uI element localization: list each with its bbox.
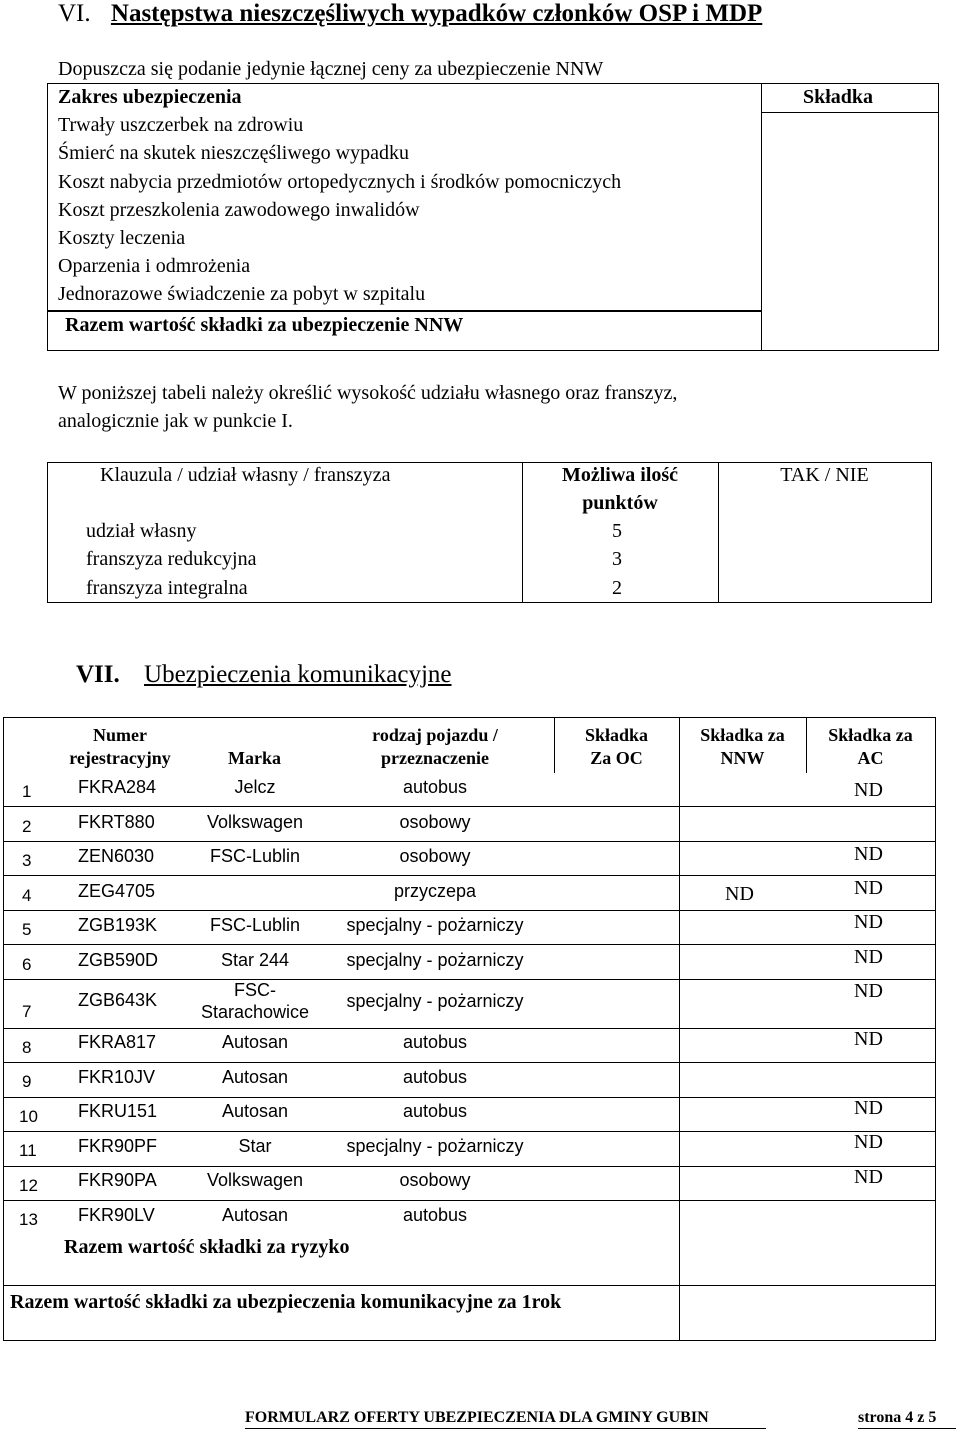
row-number: 9 <box>22 1072 32 1091</box>
reg-number: FKR90LV <box>78 1205 155 1225</box>
scope-row: Trwały uszczerbek na zdrowiu <box>58 114 304 136</box>
brand: FSC- <box>234 980 276 1000</box>
brand: Autosan <box>221 1032 289 1052</box>
row-number: 4 <box>22 886 32 905</box>
nnw-header-2: NNW <box>720 748 765 768</box>
nnw-note: Dopuszcza się podanie jedynie łącznej ceny za ubezpieczenie NNW <box>58 58 604 80</box>
scope-row: Śmierć na skutek nieszczęśliwego wypadku <box>58 142 410 164</box>
clause-row-name: franszyza redukcyjna <box>86 548 257 570</box>
section6-heading <box>58 0 762 28</box>
brand: Jelcz <box>234 777 276 797</box>
oc-header-2: Za OC <box>590 748 643 768</box>
row-number: 7 <box>22 1002 32 1021</box>
vehicle-type: przyczepa <box>393 881 477 901</box>
brand: Autosan <box>221 1101 289 1121</box>
reg-number: FKR90PA <box>78 1170 157 1190</box>
row-number: 11 <box>19 1141 37 1160</box>
ac-value: ND <box>854 843 883 865</box>
yesno-col-header: TAK / NIE <box>780 464 869 486</box>
clause-row-name: udział własny <box>86 520 197 542</box>
reg-header: Numer <box>93 725 147 745</box>
ac-value: ND <box>854 946 883 968</box>
nnw-total-label: Razem wartość składki za ubezpieczenie NNW <box>65 314 464 336</box>
brand: Volkswagen <box>206 812 304 832</box>
row-number: 6 <box>22 955 32 974</box>
scope-row: Jednorazowe świadczenie za pobyt w szpitalu <box>58 283 426 305</box>
reg-number: FKR10JV <box>78 1067 156 1087</box>
risk-total-label: Razem wartość składki za ryzyko <box>64 1236 350 1258</box>
row-number: 5 <box>22 920 32 939</box>
reg-number: ZGB193K <box>78 915 158 935</box>
vehicle-type: osobowy <box>399 1170 471 1190</box>
vehicle-type: specjalny - pożarniczy <box>346 991 524 1011</box>
reg-number: ZEG4705 <box>78 881 156 901</box>
clause-row-points: 3 <box>612 548 622 570</box>
reg-number: FKRU151 <box>78 1101 158 1121</box>
scope-row: Koszt przeszkolenia zawodowego inwalidów <box>58 199 420 221</box>
reg-number: FKR90PF <box>78 1136 158 1156</box>
row-number: 1 <box>22 782 32 801</box>
brand: Autosan <box>221 1205 289 1225</box>
ac-value: ND <box>854 1166 883 1188</box>
scope-row: Koszt nabycia przedmiotów ortopedycznych i środków pomocniczych <box>58 171 622 193</box>
oc-header: Składka <box>584 725 649 745</box>
row-number: 13 <box>19 1210 38 1229</box>
footer-form-title: FORMULARZ OFERTY UBEZPIECZENIA DLA GMINY GUBIN <box>245 1409 709 1426</box>
vehicle-type: specjalny - pożarniczy <box>346 915 524 935</box>
reg-number: FKRA817 <box>78 1032 157 1052</box>
ac-value: ND <box>854 1097 883 1119</box>
vehicle-type: autobus <box>402 1032 468 1052</box>
ac-value: ND <box>854 1131 883 1153</box>
row-number: 3 <box>22 851 32 870</box>
type-header-2: przeznaczenie <box>381 748 489 768</box>
row-number: 2 <box>22 817 32 836</box>
ac-value: ND <box>854 779 883 801</box>
ac-value: ND <box>854 1028 883 1050</box>
brand: Star 244 <box>220 950 290 970</box>
brand: Star <box>238 1136 272 1156</box>
ac-value: ND <box>854 877 883 899</box>
brand: Volkswagen <box>206 1170 304 1190</box>
vehicle-type: specjalny - pożarniczy <box>346 950 524 970</box>
nnw-header: Składka za <box>700 725 785 745</box>
reg-number: ZGB590D <box>78 950 159 970</box>
clause-col-header: Klauzula / udział własny / franszyza <box>100 464 391 486</box>
ac-value: ND <box>854 980 883 1002</box>
scope-header: Zakres ubezpieczenia <box>58 86 242 108</box>
section7-heading <box>76 661 452 689</box>
vehicle-type: autobus <box>402 1101 468 1121</box>
clause-row-points: 2 <box>612 577 622 599</box>
row-number: 10 <box>19 1107 38 1126</box>
footer-page-number: strona 4 z 5 <box>858 1409 937 1426</box>
reg-number: ZEN6030 <box>78 846 155 866</box>
vehicle-type: autobus <box>402 1067 468 1087</box>
brand: Autosan <box>221 1067 289 1087</box>
ac-header: Składka za <box>828 725 913 745</box>
ac-header-2: AC <box>857 748 884 768</box>
vehicle-type: specjalny - pożarniczy <box>346 1136 524 1156</box>
points-col-header: Możliwa ilość <box>561 464 679 486</box>
points-col-header-2: punktów <box>582 492 658 514</box>
year-total-label: Razem wartość składki za ubezpieczenia komunikacyjne za 1rok <box>10 1291 562 1313</box>
vehicle-type: autobus <box>402 777 468 797</box>
reg-number: ZGB643K <box>78 990 158 1010</box>
type-header: rodzaj pojazdu / <box>372 725 498 745</box>
clause-row-name: franszyza integralna <box>86 577 248 599</box>
section7-title: Ubezpieczenia komunikacyjne <box>144 661 452 688</box>
section6-title: Następstwa nieszczęśliwych wypadków członków OSP i MDP <box>110 0 763 27</box>
section6-number: VI. <box>58 0 91 27</box>
instruction-line: analogicznie jak w punkcie I. <box>58 410 293 432</box>
section7-number: VII. <box>76 661 120 688</box>
reg-number: FKRT880 <box>78 812 155 832</box>
vehicle-type: osobowy <box>399 846 471 866</box>
brand: FSC-Lublin <box>209 846 301 866</box>
clause-row-points: 5 <box>612 520 622 542</box>
reg-header-2: rejestracyjny <box>69 748 171 768</box>
premium-header: Składka <box>803 86 874 108</box>
vehicle-type: autobus <box>402 1205 468 1225</box>
scope-row: Oparzenia i odmrożenia <box>58 255 251 277</box>
brand: FSC-Lublin <box>209 915 301 935</box>
ac-value: ND <box>854 911 883 933</box>
row-number: 8 <box>22 1038 32 1057</box>
row-number: 12 <box>19 1176 38 1195</box>
reg-number: FKRA284 <box>78 777 157 797</box>
brand-header: Marka <box>228 748 281 768</box>
vehicle-type: osobowy <box>399 812 471 832</box>
instruction-line: W poniższej tabeli należy określić wysokość udziału własnego oraz franszyz, <box>58 382 678 404</box>
brand-line-2: Starachowice <box>200 1002 310 1022</box>
nnw-value: ND <box>725 883 754 905</box>
scope-row: Koszty leczenia <box>58 227 186 249</box>
